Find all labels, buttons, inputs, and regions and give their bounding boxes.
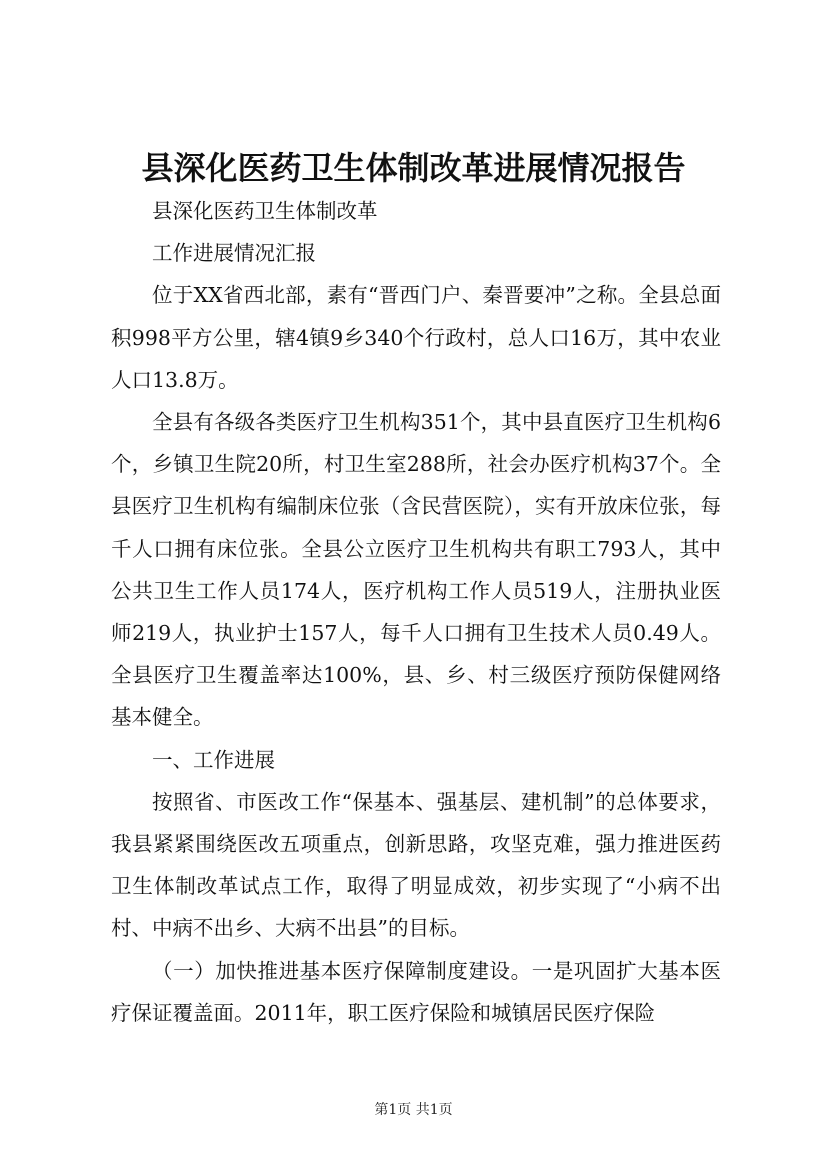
paragraph-institutions: 全县有各级各类医疗卫生机构351个，其中县直医疗卫生机构6个，乡镇卫生院20所，村卫生室288所，社会办医疗机构37个。全县医疗卫生机构有编制床位张（含民营医院），实有开放床位张，每千人口拥有床位张。全县公立医疗卫生机构共有职工793人，其中公共卫生工作人员174人，医疗机构工作人员519人，注册执业医师219人，执业护士157人，每千人口拥有卫生技术人员0.49人。全县医疗卫生覆盖率达100%，县、乡、村三级医疗预防保健网络基本健全。 <box>111 410 721 730</box>
page-footer <box>0 1100 827 1120</box>
paragraph-insurance: （一）加快推进基本医疗保障制度建设。一是巩固扩大基本医疗保证覆盖面。2011年，职工医疗保险和城镇居民医疗保险 <box>111 958 721 1025</box>
subtitle-line-2: 工作进展情况汇报 <box>152 241 316 266</box>
paragraph-location: 位于XX省西北部，素有“晋西门户、秦晋要冲”之称。全县总面积998平方公里，辖4镇9乡340个行政村，总人口16万，其中农业人口13.8万。 <box>111 283 721 392</box>
section-heading-work-progress: 一、工作进展 <box>152 747 275 772</box>
subtitle-line-1: 县深化医药卫生体制改革 <box>152 199 378 223</box>
paragraph-requirements: 按照省、市医改工作“保基本、强基层、建机制”的总体要求，我县紧紧围绕医改五项重点，创新思路，攻坚克难，强力推进医药卫生体制改革试点工作，取得了明显成效，初步实现了“小病不出村、中病不出乡、大病不出县”的目标。 <box>111 789 721 941</box>
page-number-label: 第1页 共1页 <box>374 1102 453 1118</box>
document-body <box>111 190 721 1034</box>
document-title: 县深化医药卫生体制改革进展情况报告 <box>141 149 686 187</box>
